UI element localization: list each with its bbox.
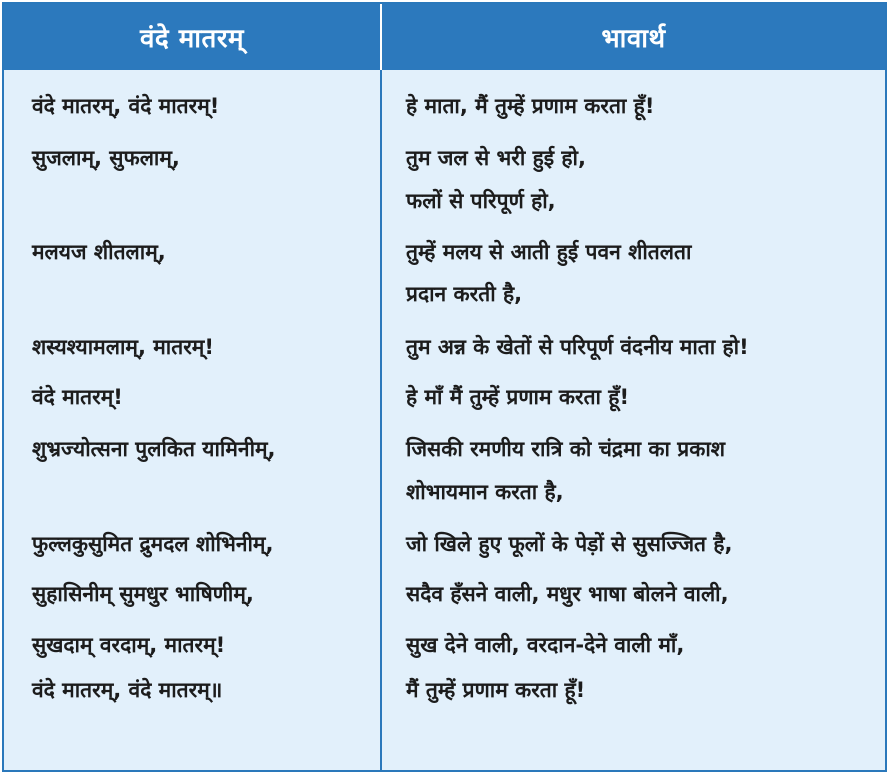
table-row: [4, 522, 885, 566]
meaning-line: हे माँ मैं तुम्हें प्रणाम करता हूँ!: [406, 385, 630, 409]
original-line: शुभ्रज्योत्सना पुलकित यामिनीम्,: [32, 437, 276, 461]
table-row: [4, 572, 885, 616]
table-row: [4, 375, 885, 419]
meaning-line: हे माता, मैं तुम्हें प्रणाम करता हूँ!: [406, 94, 655, 118]
meaning-line: तुम अन्न के खेतों से परिपूर्ण वंदनीय माता हो!: [406, 335, 749, 359]
meaning-line: शोभायमान करता है,: [406, 480, 564, 504]
meaning-line: मैं तुम्हें प्रणाम करता हूँ!: [406, 678, 586, 702]
meaning-line: जो खिले हुए फूलों के पेड़ों से सुसज्जित है,: [406, 532, 733, 556]
original-line: सुखदाम् वरदाम्, मातरम्!: [32, 633, 226, 657]
meaning-line: सदैव हँसने वाली, मधुर भाषा बोलने वाली,: [406, 582, 729, 606]
meaning-line: तुम्हें मलय से आती हुई पवन शीतलता: [406, 240, 692, 264]
meaning-line: सुख देने वाली, वरदान-देने वाली माँ,: [406, 633, 685, 657]
original-line: वंदे मातरम्!: [32, 385, 123, 409]
table-row: [4, 84, 885, 128]
table-row: [4, 136, 885, 180]
header-meaning: भावार्थ: [601, 24, 666, 54]
table-row: [4, 623, 885, 667]
meaning-line: तुम जल से भरी हुई हो,: [406, 146, 586, 170]
meaning-line: प्रदान करती है,: [406, 282, 523, 306]
original-line: सुहासिनीम् सुमधुर भाषिणीम्,: [32, 582, 254, 606]
original-line: मलयज शीतलाम्,: [32, 240, 166, 264]
table-row: [4, 325, 885, 369]
table-row: [4, 668, 885, 712]
original-line: वंदे मातरम्, वंदे मातरम्!: [32, 94, 220, 118]
meaning-line: फलों से परिपूर्ण हो,: [406, 189, 556, 213]
meaning-line: जिसकी रमणीय रात्रि को चंद्रमा का प्रकाश: [406, 437, 726, 461]
original-line: फुल्लकुसुमित द्रुमदल शोभिनीम्,: [32, 532, 274, 556]
table-header: [4, 4, 885, 70]
original-line: सुजलाम्, सुफलाम्,: [32, 146, 180, 170]
table-row: [4, 230, 885, 274]
table-row: [4, 427, 885, 471]
header-original: वंदे मातरम्: [139, 24, 245, 54]
table-row-continuation: [4, 179, 885, 223]
table-row-continuation: [4, 272, 885, 316]
original-line: शस्यश्यामलाम्, मातरम्!: [32, 335, 214, 359]
original-line: वंदे मातरम्, वंदे मातरम्॥: [32, 678, 223, 702]
table-row-continuation: [4, 470, 885, 514]
poem-table: [2, 2, 887, 772]
